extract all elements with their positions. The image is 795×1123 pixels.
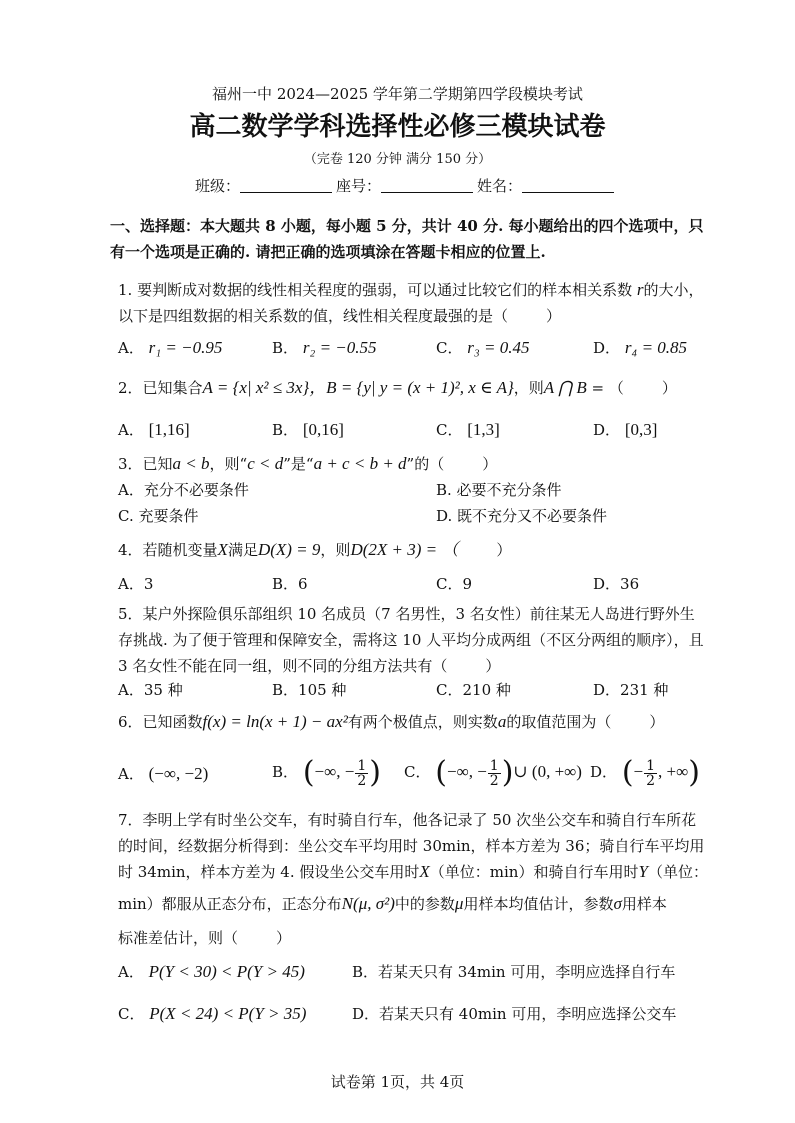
- q5-stem-line3: 3 名女性不能在同一组，则不同的分组方法共有（ ）: [118, 657, 501, 675]
- name-label: 姓名：: [477, 177, 523, 195]
- q2-option-c[interactable]: C． [1,3]: [436, 420, 500, 439]
- q6-fraction-d: $\frac{1}{2}$: [646, 757, 656, 789]
- q7-stem-line1: 7．李明上学有时坐公交车，有时骑自行车，他各记录了 50 次坐公交车和骑自行车所花: [118, 811, 697, 829]
- q7-option-a[interactable]: A． P(Y < 30) < P(Y > 45): [118, 962, 305, 981]
- q4-var-x: X: [217, 540, 228, 559]
- q2-option-b[interactable]: B． [0,16]: [272, 420, 344, 439]
- q1-option-d[interactable]: D． r₄ = 0.85: [593, 338, 688, 357]
- q1-text-end: 的大小，: [643, 281, 704, 299]
- q4-option-a[interactable]: A．3: [118, 575, 154, 593]
- q6-value-d-end: , +∞: [658, 762, 689, 781]
- q2-option-d[interactable]: D． [0,3]: [593, 420, 658, 439]
- q1-value-b: r₂ = −0.55: [302, 338, 377, 357]
- q4-expression: D(2X + 3) = （: [350, 540, 459, 559]
- q7-normal-dist: N(μ, σ²): [341, 894, 395, 913]
- q1-value-a: r₁ = −0.95: [148, 338, 223, 357]
- class-field[interactable]: [240, 177, 332, 193]
- q6-value-c-union: ∪ (0, +∞): [513, 762, 582, 781]
- q5-stem-line2: 存挑战. 为了便于管理和保障安全，需将这 10 人平均分成两组（不区分两组的顺序），且: [118, 631, 704, 649]
- q1-option-c[interactable]: C． r₃ = 0.45: [436, 338, 530, 357]
- exam-title: 福州一中 2024—2025 学年第二学期第四学段模块考试: [212, 85, 583, 103]
- q5-option-a[interactable]: A．35 种: [118, 681, 183, 699]
- q6-value-a: (−∞, −2): [148, 764, 209, 783]
- q2-value-d: [0,3]: [624, 420, 658, 439]
- q6-fraction-c: $\frac{1}{2}$: [489, 757, 499, 789]
- q1-text: 1. 要判断成对数据的线性相关程度的强弱，可以通过比较它们的样本相关系数: [118, 281, 633, 299]
- q1-option-a[interactable]: A． r₁ = −0.95: [118, 338, 223, 357]
- q7-stem-line2: 的时间，经数据分析得到：坐公交车平均用时 30min，样本方差为 36；骑自行车平均用: [118, 837, 705, 855]
- q1-text2: 以下是四组数据的相关系数的值，线性相关程度最强的是（: [118, 307, 509, 325]
- q3-option-d[interactable]: D. 既不充分又不必要条件: [436, 507, 608, 525]
- q6-value-c: −∞, −: [446, 762, 487, 781]
- q7-option-d[interactable]: D．若某天只有 40min 可用，李明应选择公交车: [352, 1005, 677, 1023]
- q7-stem-line3: 时 34min，样本方差为 4. 假设坐公交车用时X（单位：min）和骑自行车用时Y（单位：: [118, 862, 708, 881]
- q6-option-b[interactable]: B． (−∞, − $\frac{1}{2}$ ): [272, 755, 381, 790]
- q3-option-b[interactable]: B. 必要不充分条件: [436, 481, 562, 499]
- q1-value-c: r₃ = 0.45: [467, 338, 530, 357]
- q2-value-a: [1,16]: [148, 420, 190, 439]
- name-field[interactable]: [522, 177, 614, 193]
- q6-option-c[interactable]: C． (−∞, − $\frac{1}{2}$ )∪ (0, +∞): [404, 755, 582, 790]
- q2-value-c: [1,3]: [467, 420, 500, 439]
- q2-set-a: A = {x| x² ≤ 3x}: [202, 378, 310, 397]
- q6-fraction-b: $\frac{1}{2}$: [357, 757, 367, 789]
- q7-stem-line5: 标准差估计，则（ ）: [118, 929, 292, 947]
- q1-option-b[interactable]: B． r₂ = −0.55: [272, 338, 377, 357]
- q2-option-a[interactable]: A． [1,16]: [118, 420, 190, 439]
- q7-option-c[interactable]: C． P(X < 24) < P(Y > 35): [118, 1004, 307, 1023]
- q1-var-r: r: [636, 280, 644, 299]
- q4-option-d[interactable]: D．36: [593, 575, 640, 593]
- seat-label: 座号：: [336, 177, 382, 195]
- q7-mu: μ: [454, 894, 464, 913]
- q3-statement-q: a + c < b + d: [313, 454, 407, 473]
- page-footer: 试卷第 1页，共 4页: [330, 1073, 465, 1091]
- class-label: 班级：: [195, 177, 241, 195]
- section1-intro-line1: 一、选择题：本大题共 8 小题，每小题 5 分，共计 40 分. 每小题给出的四个选项中，只: [110, 217, 704, 235]
- q6-var-a: a: [497, 712, 507, 731]
- q7-var-y: Y: [638, 862, 648, 881]
- q5-option-b[interactable]: B．105 种: [272, 681, 347, 699]
- q1-value-d: r₄ = 0.85: [624, 338, 688, 357]
- q1-stem-line1: [118, 280, 704, 300]
- q3-condition: a < b: [172, 454, 210, 473]
- q6-option-d[interactable]: D． (− $\frac{1}{2}$ , +∞): [590, 755, 700, 790]
- section1-intro-line2: 有一个选项是正确的. 请把正确的选项填涂在答题卡相应的位置上.: [110, 243, 546, 261]
- q2-value-b: [0,16]: [302, 420, 344, 439]
- q6-function: f(x) = ln(x + 1) − ax²: [202, 712, 348, 731]
- q1-paren-end: ）: [546, 307, 562, 325]
- q7-var-x: X: [419, 862, 430, 881]
- q2-set-b: ，B = {y| y = (x + 1)², x ∈ A}: [309, 378, 514, 397]
- q6-option-a[interactable]: A． (−∞, −2): [118, 764, 209, 783]
- q7-value-c: P(X < 24) < P(Y > 35): [149, 1004, 307, 1023]
- q3-statement-p: c < d: [247, 454, 284, 473]
- q7-sigma: σ: [613, 894, 622, 913]
- q4-stem: 4．若随机变量X满足D(X) = 9，则D(2X + 3) = （ ）: [118, 540, 512, 559]
- q3-stem: 3．已知a < b，则“c < d”是“a + c < b + d”的（ ）: [118, 454, 498, 473]
- q6-value-b: −∞, −: [314, 762, 355, 781]
- q3-option-c[interactable]: C. 充要条件: [118, 507, 199, 525]
- q2-intersection: A ⋂ B: [543, 378, 587, 397]
- student-info-line: [195, 176, 618, 196]
- q4-given: D(X) = 9: [257, 540, 321, 559]
- q6-value-d: −: [633, 762, 644, 781]
- q1-stem-line2: [118, 306, 561, 326]
- q7-option-b[interactable]: B．若某天只有 34min 可用，李明应选择自行车: [352, 963, 676, 981]
- q5-stem-line1: 5．某户外探险俱乐部组织 10 名成员（7 名男性，3 名女性）前往某无人岛进行野外生: [118, 605, 695, 623]
- exam-duration: （完卷 120 分钟 满分 150 分）: [303, 152, 492, 167]
- q6-stem: 6．已知函数f(x) = ln(x + 1) − ax²有两个极值点，则实数a的取值范围为（ ）: [118, 712, 665, 731]
- q7-value-a: P(Y < 30) < P(Y > 45): [148, 962, 305, 981]
- q7-stem-line4: min）都服从正态分布，正态分布N(μ, σ²)中的参数μ用样本均值估计，参数σ用样本: [118, 894, 667, 913]
- q3-option-a[interactable]: A．充分不必要条件: [118, 481, 249, 499]
- seat-field[interactable]: [381, 177, 473, 193]
- q2-stem: 2．已知集合A = {x| x² ≤ 3x}，B = {y| y = (x + 1)², x ∈ A}，则A ⋂ B = （ ）: [118, 378, 677, 397]
- q5-option-c[interactable]: C．210 种: [436, 681, 511, 699]
- q4-option-b[interactable]: B．6: [272, 575, 308, 593]
- q5-option-d[interactable]: D．231 种: [593, 681, 669, 699]
- q4-option-c[interactable]: C．9: [436, 575, 473, 593]
- paper-title: 高二数学学科选择性必修三模块试卷: [189, 112, 606, 142]
